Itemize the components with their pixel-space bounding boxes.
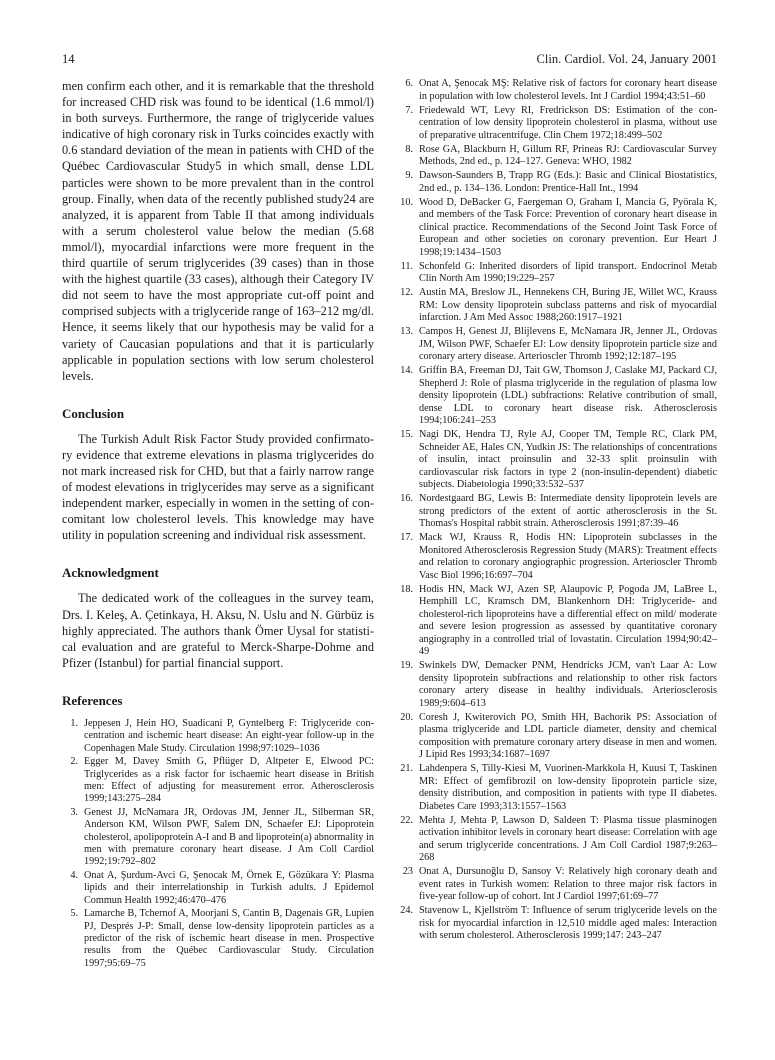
reference-number: 16.	[400, 493, 413, 504]
running-header	[62, 51, 717, 67]
reference-text: Stavenow L, Kjellström T: Influence of serum triglyceride levels on the risk for myocardial infarction in 12,510 middle aged males: Interaction with serum cholesterol. Atherosclerosis 1999;147: 243–247	[419, 905, 717, 941]
reference-item	[397, 493, 717, 531]
reference-number: 2.	[70, 756, 78, 768]
reference-item	[397, 365, 717, 428]
reference-text: Lahdenpera S, Tilly-Kiesi M, Vuorinen-Markkola H, Kuusi T, Taskinen MR: Effect of gemfibrozil on low-density lipoprotein particle size, density distribution, and composition in patients with type II diabetes. Diabetes Care 1993;313:1557–1563	[419, 763, 717, 812]
reference-text: Campos H, Genest JJ, Blijlevens E, McNamara JR, Jenner JL, Ordovas JM, Wilson PWF, Schaefer EJ: Low density lipoprotein particle size and coronary artery disease. Arterioscler Thromb 1992;12:187–195	[419, 326, 717, 362]
reference-number: 13.	[400, 326, 413, 337]
reference-text: Swinkels DW, Demacker PNM, Hendricks JCM, van't Laar A: Low density lipoprotein subfractions and relationship to other risk factors coronary artery disease in healthy individuals. Arteriosclerosis 1989;9:604–613	[419, 660, 717, 709]
reference-number: 17.	[400, 532, 413, 543]
reference-text: Wood D, DeBacker G, Faergeman O, Graham I, Mancia G, Pyörala K, and members of the Task Force: Prevention of coronary heart disease in clinical practice. Recommendations of the Second Joint Task Force of European and other societies on coronary prevention. Eur Heart J 1998;19:1434–1503	[419, 196, 717, 258]
reference-number: 14.	[400, 365, 413, 376]
page-number: 14	[62, 52, 75, 66]
reference-item	[397, 78, 717, 103]
reference-item	[397, 763, 717, 813]
reference-item	[62, 718, 374, 755]
reference-item	[397, 584, 717, 659]
reference-list-right	[397, 78, 717, 943]
reference-number: 20.	[400, 711, 413, 723]
reference-item	[62, 756, 374, 805]
conclusion-heading: Conclusion	[62, 405, 125, 421]
reference-item	[397, 532, 717, 582]
reference-item	[397, 429, 717, 492]
reference-text: Nordestgaard BG, Lewis B: Intermediate density lipoprotein levels are strong predictors of the extent of aortic atherosclerosis in the St. Thomas's Hospital rabbit strain. Atherosclerosis 1991;87:39–46	[419, 493, 717, 529]
reference-text: Mack WJ, Krauss R, Hodis HN: Lipoprotein subclasses in the Monitored Atherosclerosis Regression Study (MARS): Treatment effects and relation to coronary angiographic progression. Arterioscler Thromb Vasc Biol 1996;16:697–704	[419, 532, 717, 581]
reference-number: 8.	[405, 143, 413, 155]
reference-text: Onat A, Dursunoğlu D, Sansoy V: Relatively high coronary death and event rates in Turkish women: Relation to three major risk factors in five-year follow-up of cohort. Int J Cardiol 1997;61:69–77	[419, 866, 717, 902]
reference-number: 21.	[400, 763, 413, 774]
reference-text: Friedewald WT, Levy RI, Fredrickson DS: Estimation of the concentration of low density lipoprotein cholesterol in plasma, without use of preparative ultracentrifuge. Clin Chem 1972;18:499–502	[419, 104, 717, 141]
reference-text: Lamarche B, Tchernof A, Moorjani S, Cantin B, Dagenais GR, Lupien PJ, Després J-P: Small, dense low-density lipoprotein particles as a predictor of the risk of ischemic heart disease in men. Prospective results from the Québec Cardiovascular Study. Circulation 1997;95:69–75	[84, 908, 374, 969]
reference-item	[397, 866, 717, 904]
reference-item	[397, 815, 717, 865]
reference-number: 10.	[400, 196, 413, 208]
reference-number: 22.	[400, 814, 413, 826]
conclusion-paragraph: The Turkish Adult Risk Factor Study provided confirmatory evidence that extreme elevations in plasma triglycerides do not mark increased risk for CHD, but that a fairly narrow range of modest elevations in triglycerides may serve as a significant independent marker, especially in women in the setting of concomitant low cholesterol levels. This knowledge may have utility in population screening and individual risk assessment.	[62, 431, 374, 543]
body-paragraph: men confirm each other, and it is remarkable that the threshold for increased CHD risk was found to be identical (1.6 mmol/l) in both surveys. Furthermore, the range of triglyceride values indicative of high coronary risk in Turks coincides exactly with 0.6 standard deviation of the mean in patients with CHD of the Québec Cardiovascular Study5 in which small, dense LDL particles were shown to be more prevalent than in the control group. Finally, when data of the recently published study24 are analyzed, it is apparent from Table II that among individuals with a serum cholesterol value below the median (5.68 mmol/l), myocardial infarctions were more frequent in the third quartile of serum triglycerides (39 cases) than in those with the highest quartile (33 cases), although their Category IV did not seem to have the most appropriate cut-off point and comprised subjects with a triglyceride range of 163–212 mg/dl. Hence, it seems likely that our hypothesis may be valid for a variety of Caucasian populations and that it is particularly applicable in population sections with low serum cholesterol levels.	[62, 79, 374, 383]
reference-item	[62, 908, 374, 969]
reference-text: Onat A, Şurdum-Avci G, Şenocak M, Örnek E, Gözükara Y: Plasma lipids and their interrelationship in Turkish adults. J Epidemol Commun Health 1992;46:470–476	[84, 869, 374, 906]
acknowledgment-paragraph: The dedicated work of the colleagues in the survey team, Drs. I. Keleş, A. Çetinkaya, H. Aksu, N. Uslu and N. Gürbüz is highly appreciated. The authors thank Ömer Uysal for statistical evaluation and are grateful to Merck-Sharpe-Dohme and Pfizer (Istanbul) for partial financial support.	[62, 591, 374, 670]
reference-number: 9.	[405, 170, 413, 181]
reference-item	[397, 326, 717, 364]
reference-number: 3.	[70, 806, 78, 818]
reference-number: 12.	[400, 287, 413, 298]
reference-number: 5.	[70, 908, 78, 920]
journal-citation: Clin. Cardiol. Vol. 24, January 2001	[536, 52, 717, 66]
reference-text: Egger M, Davey Smith G, Pflüger D, Altpeter E, Elwood PC: Triglycerides as a risk factor for ischaemic heart disease in British men: Effect of adjusting for measurement error. Atherosclerosis 1999;143:275–284	[84, 756, 374, 805]
reference-item	[397, 197, 717, 260]
reference-text: Coresh J, Kwiterovich PO, Smith HH, Bachorik PS: Association of plasma triglyceride and LDL particle diameter, density and chemical composition with premature coronary artery disease in men and women. J Lipid Res 1993;34:1687–1697	[419, 711, 717, 760]
references-heading: References	[62, 692, 123, 708]
reference-number: 19.	[400, 660, 413, 671]
reference-number: 4.	[70, 869, 78, 881]
reference-item	[397, 105, 717, 143]
reference-item	[397, 712, 717, 762]
reference-number: 6.	[405, 78, 413, 89]
reference-list-left	[62, 718, 374, 970]
reference-item	[397, 287, 717, 325]
reference-number: 18.	[400, 583, 413, 595]
reference-item	[62, 807, 374, 868]
reference-text: Rose GA, Blackburn H, Gillum RF, Prineas RJ: Cardiovascular Survey Methods, 2nd ed., p. 124–127. Geneva: WHO, 1982	[419, 143, 717, 167]
reference-text: Nagi DK, Hendra TJ, Ryle AJ, Cooper TM, Temple RC, Clark PM, Schneider AE, Hales CN, Yudkin JS: The relationships of concentrations of insulin, intact proinsulin and 32-33 split proinsulin with cardiovascular risk factors in type 2 (non-insulin-dependent) diabetic subjects. Diabetologia 1990;33:532–537	[419, 429, 717, 490]
reference-number: 7.	[405, 104, 413, 116]
reference-text: Jeppesen J, Hein HO, Suadicani P, Gyntelberg F: Triglyceride concentration and ischemic heart disease: An eight-year follow-up in the Copenhagen Male Study. Circulation 1998;97:1029–1036	[84, 717, 374, 754]
reference-number: 23	[402, 866, 413, 877]
reference-number: 11.	[400, 260, 413, 272]
left-column	[62, 78, 374, 971]
reference-number: 24.	[400, 905, 413, 916]
reference-text: Hodis HN, Mack WJ, Azen SP, Alaupovic P, Pogoda JM, LaBree L, Hemphill LC, Kramsch DM, Blankenhorn DH: Triglyceride- and cholesterol-rich lipoproteins have a differential effect on mild/ moderate and severe lesion progression as assessed by quantitative coronary angiography in a controlled trial of lovastatin. Circulation 1994;90:42–49	[419, 583, 717, 657]
reference-text: Genest JJ, McNamara JR, Ordovas JM, Jenner JL, Silberman SR, Anderson KM, Wilson PWF, Salem DN, Schaefer EJ: Lipoprotein cholesterol, apolipoprotein A-I and B and lipoprotein(a) abnormality in men with premature coronary heart disease. J Am Coll Cardiol 1992;19:792–802	[84, 806, 374, 868]
reference-number: 1.	[70, 717, 78, 729]
right-column	[397, 78, 717, 944]
reference-text: Griffin BA, Freeman DJ, Tait GW, Thomson J, Caslake MJ, Packard CJ, Shepherd J: Role of plasma triglyceride in the regulation of plasma low density lipoprotein (LDL) subfractions: Relative contribution of small, dense LDL to coronary heart disease risk. Atherosclerosis 1994;106:241–253	[419, 365, 717, 426]
reference-text: Dawson-Saunders B, Trapp RG (Eds.): Basic and Clinical Biostatistics, 2nd ed., p. 134–136. London: Prentice-Hall Int., 1994	[419, 170, 717, 194]
reference-text: Schonfeld G: Inherited disorders of lipid transport. Endocrinol Metab Clin North Am 1990;19:229–257	[419, 260, 717, 284]
reference-text: Onat A, Şenocak MŞ: Relative risk of factors for coronary heart disease in population with low cholesterol levels. Int J Cardiol 1994;43:51–60	[419, 78, 717, 102]
reference-item	[397, 905, 717, 943]
reference-item	[397, 144, 717, 169]
reference-text: Mehta J, Mehta P, Lawson D, Saldeen T: Plasma tissue plasminogen activation inhibitor levels in coronary heart disease: Correlation with age and serum triglyceride concentrations. J Am Coll Cardiol 1987;9:263–268	[419, 814, 717, 863]
reference-item	[397, 660, 717, 710]
reference-item	[397, 261, 717, 286]
acknowledgment-heading: Acknowledgment	[62, 565, 159, 581]
reference-text: Austin MA, Breslow JL, Hennekens CH, Buring JE, Willet WC, Krauss RM: Low density lipoprotein subclass patterns and risk of myocardial infarction. J Am Med Assoc 1988;260:1917–1921	[419, 287, 717, 323]
reference-item	[62, 870, 374, 907]
reference-item	[397, 170, 717, 195]
reference-number: 15.	[400, 429, 413, 440]
